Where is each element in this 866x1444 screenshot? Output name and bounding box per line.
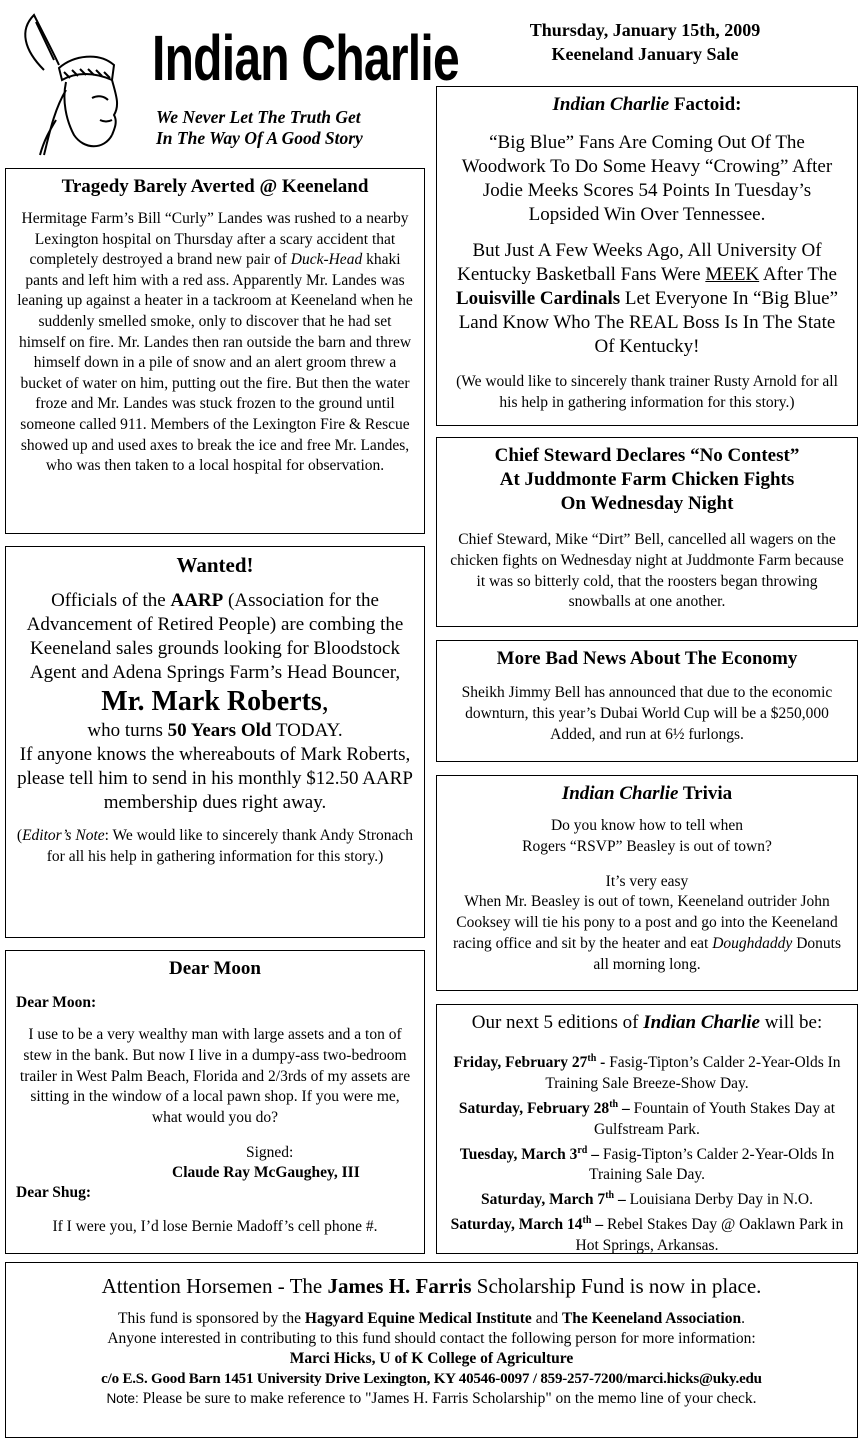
dear-shug-salutation: Dear Shug: [16, 1183, 92, 1201]
wanted-name: Mr. Mark Roberts [101, 686, 322, 717]
edition-separator: – [614, 1191, 630, 1209]
wanted-note-label: Editor’s Note [22, 827, 105, 844]
edition-day-suffix: rd [577, 1144, 588, 1156]
edition-text: Louisiana Derby Day in N.O. [629, 1191, 813, 1209]
edition-separator: – [587, 1145, 603, 1163]
wanted-note-open: ( [16, 827, 23, 844]
edition-item [445, 1049, 849, 1095]
wanted-note [16, 825, 414, 867]
scholarship-note-label: Note: [106, 1391, 139, 1406]
economy-headline: More Bad News About The Economy [496, 648, 798, 669]
wanted-headline: Wanted! [176, 553, 254, 577]
wanted-p1-a: Officials of the [51, 590, 171, 611]
edition-day-suffix: th [609, 1098, 619, 1110]
dear-moon-headline: Dear Moon [169, 958, 261, 979]
economy-body: Sheikh Jimmy Bell has announced that due to the economic downturn, this year’s Dubai World Cup will be a $250,000 Added, and run at 6½ furlongs. [461, 684, 833, 743]
factoid-cardinals: Louisville Cardinals [455, 288, 621, 309]
scholarship-address: c/o E.S. Good Barn 1451 University Drive Lexington, KY 40546-0097 / 859-257-7200/marci.hicks@uky.edu [101, 1371, 762, 1387]
wanted-article [5, 546, 425, 938]
steward-article [436, 437, 858, 627]
editions-headline-italic: Indian Charlie [643, 1012, 760, 1033]
factoid-headline-italic: Indian Charlie [552, 94, 670, 115]
factoid-para-2 [447, 239, 847, 359]
edition-day-suffix: th [605, 1190, 615, 1202]
dear-moon-signer: Claude Ray McGaughey, III [172, 1163, 360, 1181]
tragedy-article [5, 168, 425, 534]
factoid-para-1: “Big Blue” Fans Are Coming Out Of The Woodwork To Do Some Heavy “Crowing” After Jodie Meeks Scores 54 Points In Tuesday’s Lopsided Win Over Tennessee. [461, 132, 833, 225]
editions-headline [445, 1011, 849, 1035]
trivia-brand: Doughdaddy [712, 934, 793, 952]
wanted-note-rest: : We would like to sincerely thank Andy Stronach for all his help in gathering information for this story.) [46, 827, 414, 865]
masthead-tagline [156, 107, 363, 149]
scholarship-sponsors [12, 1309, 851, 1329]
trivia-q2: Rogers “RSVP” Beasley is out of town? [522, 837, 772, 855]
edition-text: Fountain of Youth Stakes Day at Gulfstream Park. [594, 1099, 836, 1138]
edition-day-suffix: th [582, 1215, 592, 1227]
steward-body: Chief Steward, Mike “Dirt” Bell, cancelled all wagers on the chicken fights on Wednesday night at Juddmonte Farm because it was so bitterly cold, that the roosters began throwing snowballs at one another. [450, 531, 844, 611]
wanted-para-1 [16, 589, 414, 685]
trivia-headline [447, 782, 847, 806]
issue-event: Keeneland January Sale [551, 44, 739, 64]
scholarship-box [5, 1262, 858, 1438]
trivia-answer [447, 872, 847, 976]
editions-headline-post: will be: [759, 1012, 823, 1033]
steward-headline-3: On Wednesday Night [560, 493, 734, 514]
wanted-turns-c: TODAY. [271, 720, 343, 741]
steward-headline [447, 444, 847, 516]
scholarship-line1-a: This fund is sponsored by the [118, 1310, 305, 1327]
edition-separator: - [596, 1054, 610, 1072]
dear-moon-signed: Signed: [246, 1143, 294, 1161]
edition-separator: – [591, 1216, 607, 1234]
factoid-headline-rest: Factoid: [669, 94, 742, 115]
edition-day: Tuesday, March 3 [459, 1145, 578, 1163]
trivia-answer-text-1: When Mr. Beasley is out of town, Keeneland outrider John Cooksey will tie his pony to a post and go into the Keeneland racing office and sit by the heater and eat [453, 893, 838, 952]
tragedy-brand: Duck-Head [290, 251, 363, 269]
edition-day: Saturday, March 7 [481, 1191, 606, 1209]
dear-moon-article [5, 950, 425, 1254]
wanted-para-2: If anyone knows the whereabouts of Mark Roberts, please tell him to send in his monthly $12.50 AARP membership dues right away. [17, 744, 413, 813]
trivia-headline-italic: Indian Charlie [561, 783, 679, 804]
editions-list [445, 1049, 849, 1257]
scholarship-contact: Marci Hicks, U of K College of Agriculture [289, 1350, 574, 1367]
wanted-aarp: AARP [170, 590, 224, 611]
scholarship-head-bold: James H. Farris [327, 1274, 472, 1298]
steward-headline-1: Chief Steward Declares “No Contest” [494, 445, 800, 466]
scholarship-line1-e: . [741, 1310, 745, 1327]
scholarship-head-pre: Attention Horsemen - The [101, 1274, 328, 1298]
trivia-article [436, 775, 858, 991]
scholarship-note [12, 1389, 851, 1409]
factoid-note: (We would like to sincerely thank trainer Rusty Arnold for all his help in gathering information for this story.) [456, 373, 838, 411]
edition-item [445, 1095, 849, 1141]
steward-headline-2: At Juddmonte Farm Chicken Fights [499, 469, 795, 490]
trivia-question [447, 816, 847, 858]
edition-text: Fasig-Tipton’s Calder 2-Year-Olds In Training Sale Breeze-Show Day. [545, 1054, 841, 1092]
trivia-headline-rest: Trivia [678, 783, 733, 804]
factoid-meek: MEEK [705, 264, 760, 285]
edition-item [445, 1186, 849, 1211]
edition-day: Friday, February 27 [453, 1054, 588, 1072]
scholarship-headline [12, 1273, 851, 1299]
scholarship-line-2: Anyone interested in contributing to this fund should contact the following person for more information: [107, 1330, 756, 1347]
edition-day-suffix: th [587, 1053, 597, 1064]
masthead-title: Indian Charlie [152, 22, 459, 94]
wanted-age: 50 Years Old [167, 720, 272, 741]
scholarship-hagyard: Hagyard Equine Medical Institute [304, 1310, 532, 1327]
editions-box [436, 1004, 858, 1254]
masthead-date-block [460, 18, 830, 66]
factoid-para-2-a: But Just A Few Weeks Ago, All University Of Kentucky Basketball Fans Were [457, 240, 822, 285]
factoid-para-2-b: After The [759, 264, 837, 285]
trivia-q1: Do you know how to tell when [550, 817, 743, 834]
issue-date: Thursday, January 15th, 2009 [529, 20, 761, 40]
edition-separator: – [618, 1099, 634, 1117]
scholarship-head-post: Scholarship Fund is now in place. [471, 1274, 762, 1298]
wanted-name-line [16, 685, 414, 719]
tagline-line-1: We Never Let The Truth Get [156, 107, 361, 127]
editions-headline-pre: Our next 5 editions of [471, 1012, 644, 1033]
factoid-article [436, 86, 858, 426]
scholarship-keeneland: The Keeneland Association [561, 1310, 742, 1327]
economy-article [436, 640, 858, 762]
scholarship-note-text: Please be sure to make reference to "James H. Farris Scholarship" on the memo line of your check. [138, 1390, 757, 1407]
indian-head-logo [14, 10, 134, 160]
tragedy-body-text-2: khaki pants and left him with a red ass. Apparently Mr. Landes was leaning up against a heater in a tackroom at Keeneland when he suddenly smelled smoke, only to discover that he had set himself on fire. Mr. Landes then ran outside the barn and threw himself down in a pile of snow and an alert groom threw a bucket of water on him, putting out the fire. But then the water froze and Mr. Landes was stuck frozen to the ground until someone called 911. Members of the Lexington Fire & Rescue showed up and used axes to break the ice and free Mr. Landes, who was then taken to a local hospital for observation. [17, 251, 413, 475]
factoid-headline [447, 93, 847, 117]
edition-text: Fasig-Tipton’s Calder 2-Year-Olds In Training Sale Day. [589, 1145, 835, 1184]
edition-day: Saturday, March 14 [450, 1216, 583, 1234]
wanted-p1-b: (Association for the Advancement of Retired People) are combing the Keeneland sales grounds looking for Bloodstock Agent and Adena Springs Farm’s Head Bouncer, [26, 590, 404, 683]
wanted-turns-a: who turns [87, 720, 168, 741]
wanted-turns [16, 719, 414, 743]
dear-shug-reply: If I were you, I’d lose Bernie Madoff’s cell phone #. [52, 1217, 378, 1235]
wanted-name-comma: , [321, 686, 329, 717]
dear-moon-salutation: Dear Moon: [16, 994, 97, 1011]
edition-item [445, 1211, 849, 1257]
trivia-answer-lead: It’s very easy [605, 872, 689, 890]
factoid-para-2-c: Let Everyone In “Big Blue” Land Know Who The REAL Boss Is In The State Of Kentucky! [458, 288, 839, 357]
trivia-answer-text-2: Donuts all morning long. [593, 934, 841, 973]
tragedy-headline: Tragedy Barely Averted @ Keeneland [61, 176, 369, 197]
dear-moon-letter: I use to be a very wealthy man with large assets and a ton of stew in the bank. But now I live in a dumpy-ass two-bedroom trailer in West Palm Beach, Florida and 2/3rds of my assets are sitting in the window of a local pawn shop. If you were me, what would you do? [19, 1026, 411, 1127]
tagline-line-2: In The Way Of A Good Story [156, 128, 363, 148]
tragedy-body [16, 209, 414, 477]
edition-text: Rebel Stakes Day @ Oaklawn Park in Hot Springs, Arkansas. [575, 1216, 844, 1255]
edition-day: Saturday, February 28 [458, 1099, 610, 1117]
tragedy-body-text-1: Hermitage Farm’s Bill “Curly” Landes was rushed to a nearby Lexington hospital on Thursday after a scary accident that completely destroyed a brand new pair of [21, 210, 409, 269]
scholarship-line1-c: and [531, 1310, 562, 1327]
edition-item [445, 1141, 849, 1187]
